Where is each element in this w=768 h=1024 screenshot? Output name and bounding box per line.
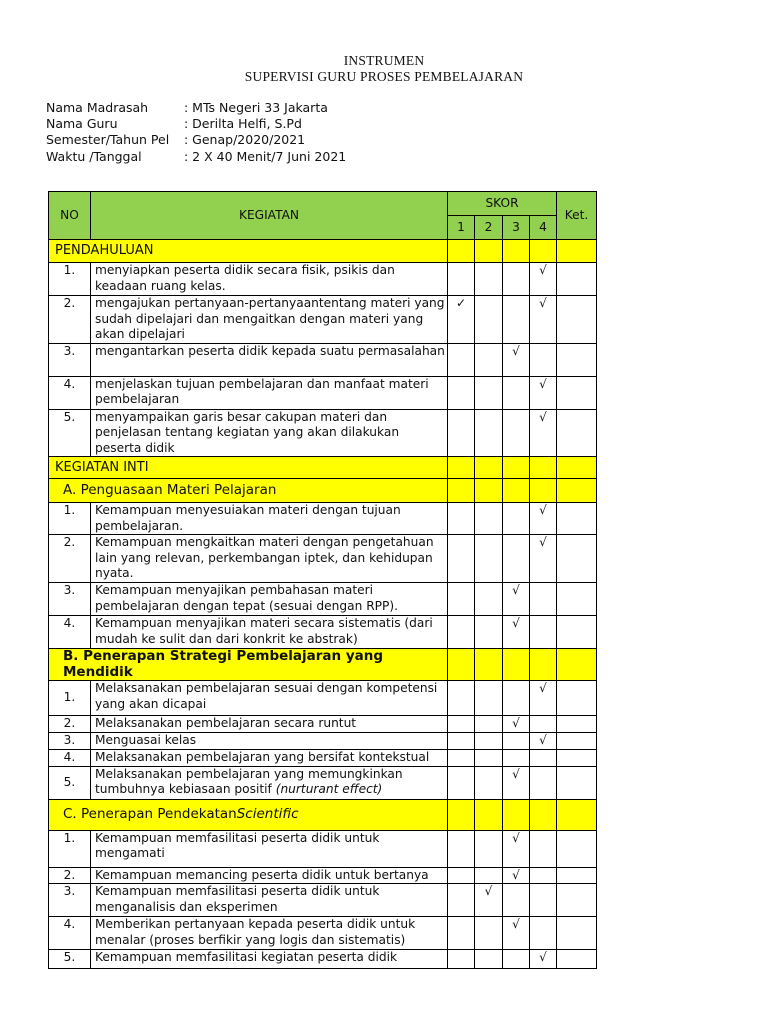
empty-cell [530, 799, 557, 830]
score-cell-4: √ [530, 503, 557, 535]
activity-text: menyampaikan garis besar cakupan materi dan penjelasan tentang kegiatan yang akan dilakukan peserta didik [95, 409, 400, 455]
empty-cell [503, 457, 530, 479]
info-row-guru [46, 116, 346, 132]
activity-text: Menguasai kelas [95, 732, 197, 747]
score-cell-1: ✓ [448, 296, 475, 344]
score-cell-3 [503, 749, 530, 766]
table-row [49, 376, 597, 409]
score-cell-2 [475, 867, 503, 884]
score-cell-4 [530, 917, 557, 950]
table-row [49, 867, 597, 884]
table-row [49, 296, 597, 344]
score-cell-4 [530, 343, 557, 376]
empty-cell [557, 649, 597, 681]
info-row-waktu [46, 149, 346, 165]
row-number: 2. [49, 535, 91, 583]
empty-cell [503, 240, 530, 263]
header-score-3: 3 [503, 216, 530, 240]
score-cell-3: √ [503, 867, 530, 884]
score-cell-2 [475, 583, 503, 616]
row-activity [91, 583, 448, 616]
activity-text: mengantarkan peserta didik kepada suatu permasalahan [95, 343, 445, 358]
section-title: A. Penguasaan Materi Pelajaran [63, 481, 277, 498]
score-cell-2 [475, 917, 503, 950]
score-cell-1 [448, 749, 475, 766]
score-cell-1 [448, 950, 475, 969]
score-cell-2 [475, 263, 503, 296]
table-row [49, 749, 597, 766]
row-number: 5. [49, 766, 91, 799]
activity-text: Melaksanakan pembelajaran yang memungkinkan tumbuhnya kebiasaan positif [95, 766, 403, 796]
score-cell-1 [448, 716, 475, 733]
score-cell-4 [530, 583, 557, 616]
ket-cell [557, 766, 597, 799]
table-row [49, 917, 597, 950]
section-title-italic: Scientific [236, 805, 299, 822]
empty-cell [448, 799, 475, 830]
ket-cell [557, 867, 597, 884]
row-number: 4. [49, 376, 91, 409]
score-cell-4: √ [530, 681, 557, 716]
header-score-1: 1 [448, 216, 475, 240]
score-cell-2 [475, 409, 503, 457]
activity-text: Kemampuan menyesuiakan materi dengan tujuan pembelajaran. [95, 503, 401, 533]
info-label: Waktu /Tanggal [46, 148, 142, 164]
ket-cell [557, 616, 597, 649]
header-skor: SKOR [448, 192, 557, 216]
row-activity [91, 503, 448, 535]
section-b-label [49, 649, 448, 681]
ket-cell [557, 917, 597, 950]
row-activity [91, 376, 448, 409]
score-cell-1 [448, 766, 475, 799]
score-cell-1 [448, 732, 475, 749]
score-cell-4 [530, 716, 557, 733]
activity-text: Kemampuan menyajikan materi secara sistematis (dari mudah ke sulit dan dari konkrit ke abstrak) [95, 616, 433, 646]
table-row [49, 503, 597, 535]
row-activity [91, 950, 448, 969]
info-label: Semester/Tahun Pel [46, 132, 170, 148]
row-activity [91, 830, 448, 867]
activity-text: Kemampuan memfasilitasi peserta didik untuk menganalisis dan eksperimen [95, 884, 380, 914]
section-title: C. Penerapan Pendekatan [63, 805, 237, 822]
empty-cell [503, 799, 530, 830]
row-number: 2. [49, 716, 91, 733]
info-value: : Derilta Helfi, S.Pd [184, 116, 302, 132]
score-cell-3 [503, 376, 530, 409]
empty-cell [448, 649, 475, 681]
activity-text: menyiapkan peserta didik secara fisik, psikis dan keadaan ruang kelas. [95, 263, 395, 293]
score-cell-2 [475, 950, 503, 969]
row-activity [91, 296, 448, 344]
ket-cell [557, 732, 597, 749]
score-cell-1 [448, 867, 475, 884]
score-cell-3 [503, 296, 530, 344]
score-cell-3 [503, 950, 530, 969]
info-label: Nama Guru [46, 116, 118, 132]
row-activity [91, 917, 448, 950]
empty-cell [557, 479, 597, 503]
section-pendahuluan [49, 240, 597, 263]
empty-cell [475, 479, 503, 503]
score-cell-3: √ [503, 917, 530, 950]
table-row [49, 830, 597, 867]
table-row [49, 263, 597, 296]
score-cell-1 [448, 535, 475, 583]
ket-cell [557, 716, 597, 733]
document-subtitle: SUPERVISI GURU PROSES PEMBELAJARAN [244, 69, 524, 84]
score-cell-4: √ [530, 263, 557, 296]
section-kegiatan-inti-label [49, 457, 448, 479]
section-kegiatan-inti [49, 457, 597, 479]
row-activity [91, 681, 448, 716]
ket-cell [557, 884, 597, 917]
row-number: 4. [49, 749, 91, 766]
activity-text: Melaksanakan pembelajaran yang bersifat kontekstual [95, 749, 430, 764]
score-cell-4 [530, 867, 557, 884]
row-number: 5. [49, 950, 91, 969]
ket-cell [557, 263, 597, 296]
empty-cell [530, 479, 557, 503]
score-cell-3 [503, 732, 530, 749]
score-cell-3 [503, 263, 530, 296]
score-cell-3 [503, 535, 530, 583]
info-value: : 2 X 40 Menit/7 Juni 2021 [184, 148, 347, 164]
header-kegiatan: KEGIATAN [91, 192, 448, 240]
section-title: B. Penerapan Strategi Pembelajaran yang Mendidik [63, 648, 384, 680]
score-cell-2: √ [475, 884, 503, 917]
score-cell-1 [448, 616, 475, 649]
ket-cell [557, 503, 597, 535]
score-cell-1 [448, 343, 475, 376]
activity-text: Kemampuan menyajikan pembahasan materi pembelajaran dengan tepat (sesuai dengan RPP). [95, 583, 398, 613]
score-cell-2 [475, 503, 503, 535]
activity-text: mengajukan pertanyaan-pertanyaantentang materi yang sudah dipelajari dan mengaitkan dengan materi yang akan dipelajari [95, 296, 445, 341]
empty-cell [475, 649, 503, 681]
score-cell-1 [448, 681, 475, 716]
ket-cell [557, 830, 597, 867]
row-number: 1. [49, 681, 91, 716]
row-activity [91, 884, 448, 917]
row-number: 3. [49, 343, 91, 376]
table-row [49, 409, 597, 457]
score-cell-1 [448, 503, 475, 535]
section-c [49, 799, 597, 830]
ket-cell [557, 583, 597, 616]
score-cell-2 [475, 376, 503, 409]
ket-cell [557, 296, 597, 344]
activity-text: Melaksanakan pembelajaran secara runtut [95, 716, 357, 730]
table-row [49, 732, 597, 749]
score-cell-3 [503, 681, 530, 716]
score-cell-2 [475, 616, 503, 649]
info-row-semester [46, 132, 346, 148]
empty-cell [530, 649, 557, 681]
empty-cell [530, 240, 557, 263]
info-row-madrasah [46, 100, 346, 116]
header-score-4: 4 [530, 216, 557, 240]
ket-cell [557, 681, 597, 716]
section-a-label [49, 479, 448, 503]
activity-text: menjelaskan tujuan pembelajaran dan manfaat materi pembelajaran [95, 376, 429, 406]
table-header-row [49, 192, 597, 216]
score-cell-3 [503, 884, 530, 917]
score-cell-4 [530, 766, 557, 799]
score-cell-4: √ [530, 950, 557, 969]
row-number: 1. [49, 830, 91, 867]
score-cell-4 [530, 884, 557, 917]
row-number: 5. [49, 409, 91, 457]
row-activity [91, 716, 448, 733]
score-cell-4 [530, 830, 557, 867]
score-cell-4: √ [530, 409, 557, 457]
score-cell-2 [475, 535, 503, 583]
ket-cell [557, 950, 597, 969]
score-cell-4 [530, 616, 557, 649]
ket-cell [557, 376, 597, 409]
empty-cell [448, 457, 475, 479]
score-cell-1 [448, 884, 475, 917]
score-cell-3 [503, 409, 530, 457]
score-cell-2 [475, 749, 503, 766]
table-row [49, 535, 597, 583]
section-title: KEGIATAN INTI [55, 459, 149, 475]
section-pendahuluan-label [49, 240, 448, 263]
score-cell-2 [475, 732, 503, 749]
table-row [49, 681, 597, 716]
table-row [49, 716, 597, 733]
score-cell-2 [475, 681, 503, 716]
info-value: : MTs Negeri 33 Jakarta [184, 100, 328, 115]
row-activity [91, 263, 448, 296]
info-label: Nama Madrasah [46, 100, 149, 115]
score-cell-1 [448, 917, 475, 950]
row-activity [91, 867, 448, 884]
score-cell-1 [448, 263, 475, 296]
info-block [46, 100, 346, 165]
row-activity [91, 535, 448, 583]
header-score-2: 2 [475, 216, 503, 240]
score-cell-2 [475, 830, 503, 867]
activity-text: Kemampuan mengkaitkan materi dengan pengetahuan lain yang relevan, perkembangan iptek, dan kehidupan nyata. [95, 535, 434, 580]
ket-cell [557, 343, 597, 376]
score-cell-4 [530, 749, 557, 766]
table-row [49, 583, 597, 616]
ket-cell [557, 535, 597, 583]
activity-text: Memberikan pertanyaan kepada peserta didik untuk menalar (proses berfikir yang logis dan sistematis) [95, 917, 416, 947]
empty-cell [503, 479, 530, 503]
row-number: 2. [49, 296, 91, 344]
table-row [49, 884, 597, 917]
score-cell-3: √ [503, 830, 530, 867]
table-row [49, 766, 597, 799]
score-cell-4: √ [530, 732, 557, 749]
score-cell-2 [475, 716, 503, 733]
score-cell-3: √ [503, 766, 530, 799]
row-activity [91, 343, 448, 376]
row-activity [91, 616, 448, 649]
header-no: NO [49, 192, 91, 240]
empty-cell [530, 457, 557, 479]
activity-text: Kemampuan memfasilitasi peserta didik untuk mengamati [95, 830, 380, 860]
score-cell-3: √ [503, 716, 530, 733]
row-number: 2. [49, 867, 91, 884]
section-a [49, 479, 597, 503]
empty-cell [448, 479, 475, 503]
empty-cell [557, 457, 597, 479]
empty-cell [475, 457, 503, 479]
document-title: INSTRUMEN [343, 53, 425, 68]
ket-cell [557, 409, 597, 457]
row-activity [91, 749, 448, 766]
table-row [49, 616, 597, 649]
section-title: PENDAHULUAN [55, 243, 154, 259]
score-cell-1 [448, 376, 475, 409]
row-activity [91, 766, 448, 799]
row-number: 1. [49, 263, 91, 296]
empty-cell [557, 240, 597, 263]
table-row [49, 950, 597, 969]
supervision-table [48, 191, 597, 969]
empty-cell [503, 649, 530, 681]
score-cell-4: √ [530, 535, 557, 583]
score-cell-1 [448, 583, 475, 616]
row-activity [91, 732, 448, 749]
empty-cell [475, 799, 503, 830]
empty-cell [557, 799, 597, 830]
row-number: 1. [49, 503, 91, 535]
activity-italic: (nurturant effect) [275, 782, 383, 796]
row-number: 3. [49, 583, 91, 616]
row-number: 4. [49, 917, 91, 950]
activity-text: Kemampuan memancing peserta didik untuk bertanya [95, 867, 429, 882]
row-number: 4. [49, 616, 91, 649]
info-value: : Genap/2020/2021 [184, 132, 306, 148]
score-cell-2 [475, 296, 503, 344]
score-cell-2 [475, 766, 503, 799]
activity-text: Kemampuan memfasilitasi kegiatan peserta didik [95, 950, 398, 964]
score-cell-3: √ [503, 583, 530, 616]
score-cell-4: √ [530, 296, 557, 344]
activity-text: Melaksanakan pembelajaran sesuai dengan kompetensi yang akan dicapai [95, 681, 438, 711]
score-cell-1 [448, 409, 475, 457]
ket-cell [557, 749, 597, 766]
score-cell-2 [475, 343, 503, 376]
score-cell-3 [503, 503, 530, 535]
score-cell-1 [448, 830, 475, 867]
row-number: 3. [49, 884, 91, 917]
section-c-label [49, 799, 448, 830]
section-b [49, 649, 597, 681]
score-cell-3: √ [503, 343, 530, 376]
score-cell-4: √ [530, 376, 557, 409]
empty-cell [475, 240, 503, 263]
header-ket: Ket. [557, 192, 597, 240]
empty-cell [448, 240, 475, 263]
table-row [49, 343, 597, 376]
row-number: 3. [49, 732, 91, 749]
score-cell-3: √ [503, 616, 530, 649]
row-activity [91, 409, 448, 457]
